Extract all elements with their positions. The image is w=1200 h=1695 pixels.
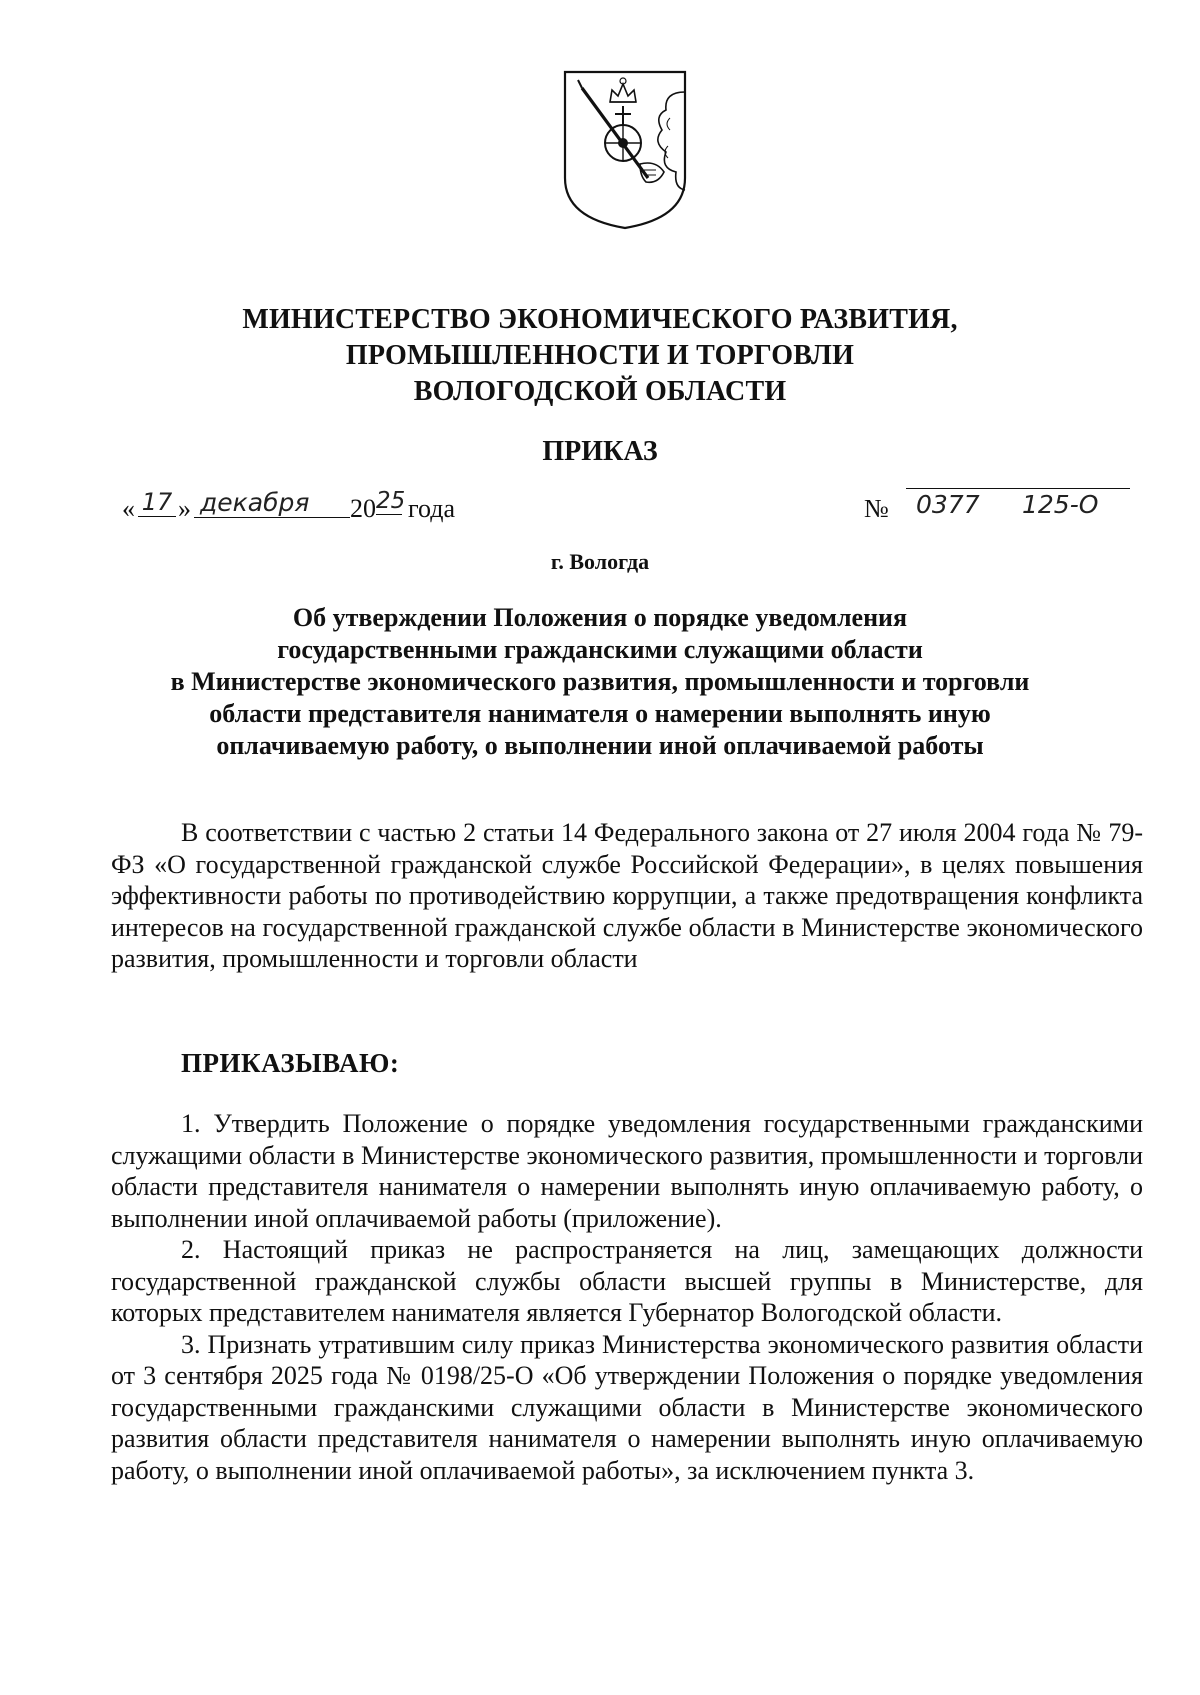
order-items — [111, 1108, 1143, 1486]
ministry-line: МИНИСТЕРСТВО ЭКОНОМИЧЕСКОГО РАЗВИТИЯ, — [242, 304, 958, 335]
date-quote-open: « — [122, 494, 135, 523]
document-title — [0, 602, 1200, 762]
date-quote-close: » — [178, 494, 191, 523]
vologda-coat-of-arms-icon — [560, 68, 690, 230]
ministry-line: ВОЛОГОДСКОЙ ОБЛАСТИ — [413, 376, 787, 407]
preamble-paragraph: В соответствии с частью 2 статьи 14 Федерального закона от 27 июля 2004 года № 79-ФЗ «О государственной гражданской службе Российской Федерации», в целях повышения эффективности работы по противодействию коррупции, а также предотвращения конфликта интересов на государственной гражданской службе области в Министерстве экономического развития, промышленности и торговли области — [111, 818, 1143, 973]
order-word: ПРИКАЗЫВАЮ: — [181, 1048, 400, 1078]
title-line: государственными гражданскими служащими области — [277, 635, 923, 664]
title-line: в Министерстве экономического развития, промышленности и торговли — [170, 667, 1030, 696]
date-month: декабря — [194, 488, 350, 518]
order-item-1: 1. Утвердить Положение о порядке уведомления государственными гражданскими служащими области в Министерстве экономического развития, промышленности и торговли области представителя нанимателя о намерении выполнять иную оплачиваемую работу, о выполнении иной оплачиваемой работы (приложение). — [111, 1109, 1143, 1233]
preamble — [111, 817, 1143, 975]
ministry-name — [0, 302, 1200, 410]
date-year-suffix: 25 — [376, 488, 406, 514]
document-type: ПРИКАЗ — [542, 436, 658, 467]
title-line: области представителя нанимателя о намерении выполнять иную — [209, 699, 991, 728]
date-year-prefix: 20 — [350, 494, 376, 523]
title-line: оплачиваемую работу, о выполнении иной оплачиваемой работы — [216, 731, 984, 760]
number-field — [906, 488, 1130, 519]
date-day: 17 — [138, 488, 176, 517]
order-item-3: 3. Признать утратившим силу приказ Министерства экономического развития области от 3 сентября 2025 года № 0198/25-О «Об утверждении Положения о порядке уведомления государственными гражданскими служащими области в Министерстве экономического развития области представителя нанимателя о намерении выполнять иную оплачиваемую работу, о выполнении иной оплачиваемой работы», за исключением пункта 3. — [111, 1329, 1143, 1485]
number-value: 0377 — [916, 490, 980, 519]
number-suffix: 125-О — [1022, 490, 1099, 519]
date-number-row — [122, 488, 1132, 528]
order-item-2: 2. Настоящий приказ не распространяется на лиц, замещающих должности государственной гражданской службы области высшей группы в Министерстве, для которых представителем нанимателя является Губернатор Вологодской области. — [111, 1235, 1143, 1327]
date-year-word: года — [408, 494, 456, 523]
number-sign: № — [864, 494, 889, 523]
city: г. Вологда — [550, 549, 650, 574]
title-line: Об утверждении Положения о порядке уведомления — [292, 603, 908, 632]
ministry-line: ПРОМЫШЛЕННОСТИ И ТОРГОВЛИ — [345, 340, 855, 371]
